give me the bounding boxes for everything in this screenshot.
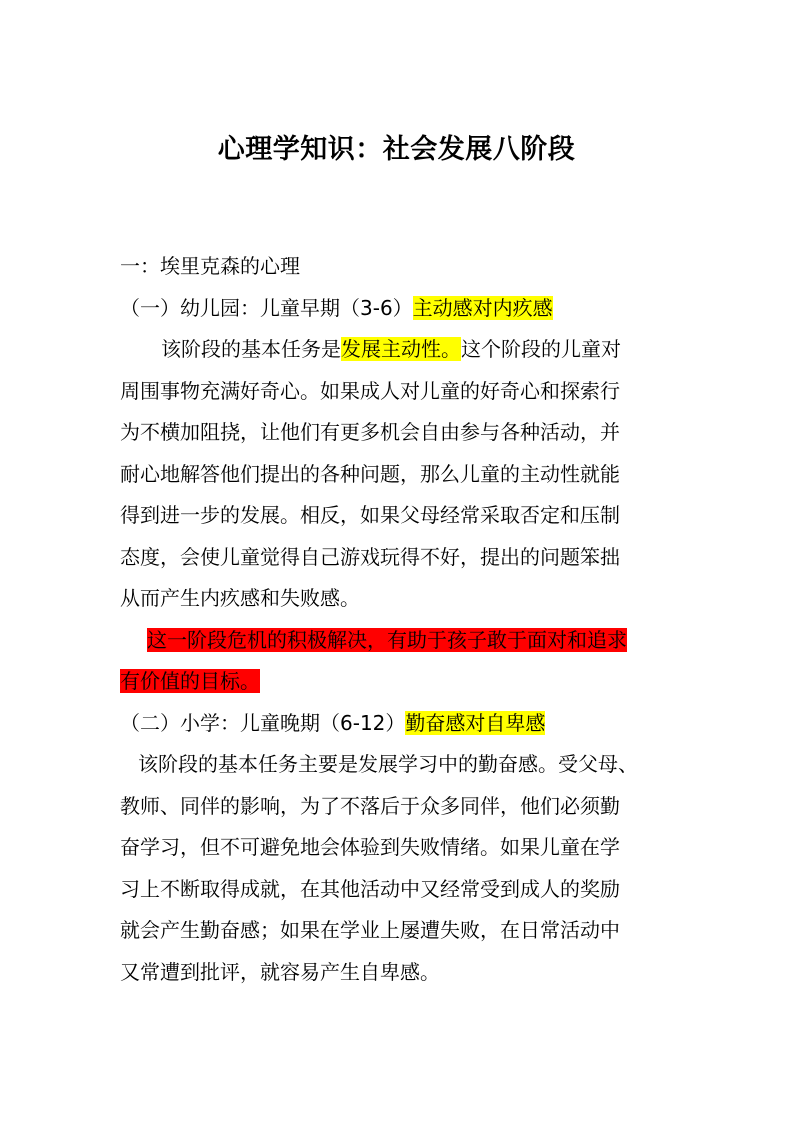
stage1-red-highlight: 这一阶段危机的积极解决，有助于孩子敢于面对和追求: [147, 627, 627, 652]
stage2-paragraph-line: 就会产生勤奋感；如果在学业上屡遭失败，在日常活动中: [120, 918, 620, 942]
stage1-paragraph-line: [120, 329, 676, 371]
stage1-paragraph-line: 耐心地解答他们提出的各种问题，那么儿童的主动性就能: [120, 461, 620, 486]
section-heading: 一：埃里克森的心理: [120, 254, 300, 278]
stage2-paragraph-line: 该阶段的基本任务主要是发展学习中的勤奋感。受父母、: [138, 752, 638, 776]
page-title: 心理学知识：社会发展八阶段: [217, 134, 576, 165]
stage1-red-highlight: 有价值的目标。: [120, 669, 260, 693]
stage2-paragraph-line: 又常遭到批评，就容易产生自卑感。: [120, 959, 440, 984]
stage1-paragraph-line: 从而产生内疚感和失败感。: [120, 586, 360, 610]
stage1-heading: [120, 288, 676, 330]
stage2-heading-text: （二）小学：儿童晚期（6-12）: [120, 710, 406, 735]
stage1-heading-text: （一）幼儿园：儿童早期（3-6）: [120, 295, 413, 320]
document-body: [120, 246, 676, 993]
stage1-text-before: 该阶段的基本任务是: [161, 337, 341, 361]
stage1-task-highlight: 发展主动性。: [341, 337, 461, 361]
stage1-paragraph-line: 为不横加阻挠，让他们有更多机会自由参与各种活动，并: [120, 420, 620, 444]
stage1-red-line: [120, 661, 676, 703]
stage1-text-after: 这个阶段的儿童对: [461, 337, 621, 361]
stage1-paragraph-line: 周围事物充满好奇心。如果成人对儿童的好奇心和探索行: [120, 378, 620, 403]
stage1-heading-highlight: 主动感对内疚感: [412, 295, 553, 320]
stage2-heading-highlight: 勤奋感对自卑感: [405, 710, 546, 735]
stage1-paragraph-line: 得到进一步的发展。相反，如果父母经常采取否定和压制: [120, 503, 620, 527]
stage2-paragraph-line: 教师、同伴的影响，为了不落后于众多同伴，他们必须勤: [120, 793, 620, 818]
stage1-paragraph-line: 态度，会使儿童觉得自己游戏玩得不好，提出的问题笨拙: [120, 544, 620, 569]
stage2-paragraph-line: 奋学习，但不可避免地会体验到失败情绪。如果儿童在学: [120, 835, 620, 859]
stage1-red-line: [120, 620, 676, 662]
stage2-paragraph-line: 习上不断取得成就，在其他活动中又经常受到成人的奖励: [120, 876, 620, 901]
stage2-heading: [120, 703, 676, 745]
